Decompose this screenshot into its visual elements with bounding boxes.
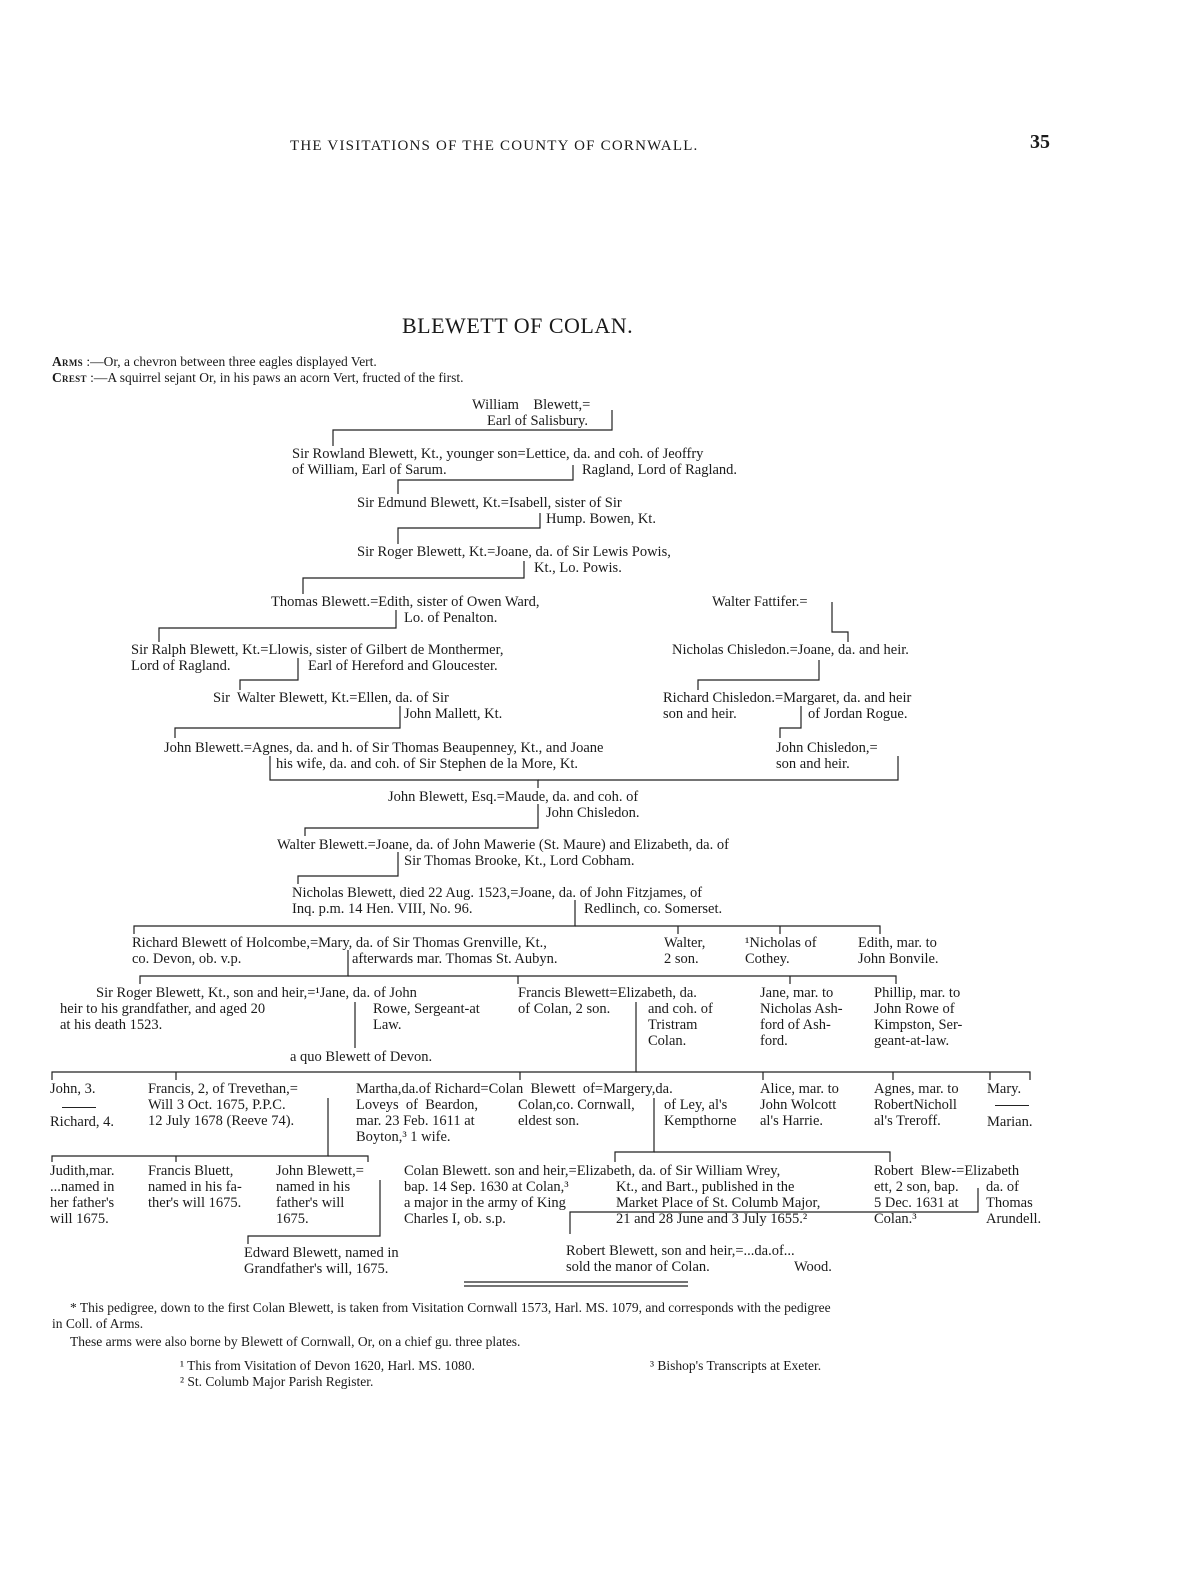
entry-john-3: John, 3. bbox=[50, 1081, 96, 1097]
entry-robert-blewett-2: ett, 2 son, bap. bbox=[874, 1179, 959, 1195]
entry-colan-3: eldest son. bbox=[518, 1113, 580, 1129]
entry-margaret-2: of Jordan Rogue. bbox=[808, 706, 908, 722]
entry-john-blewett: John Blewett,= bbox=[276, 1163, 364, 1179]
entry-john-esq: John Blewett, Esq.=Maude, da. and coh. of bbox=[388, 789, 639, 805]
crest-label: Crest bbox=[52, 370, 87, 385]
entry-joane-fitzjames-2: Redlinch, co. Somerset. bbox=[584, 901, 723, 917]
entry-marian: Marian. bbox=[987, 1114, 1033, 1130]
entry-agnes-3: al's Treroff. bbox=[874, 1113, 941, 1129]
footnote-arms: These arms were also borne by Blewett of Cornwall, Or, on a chief gu. three plates. bbox=[70, 1334, 521, 1349]
entry-elizabeth-colan-2: and coh. of bbox=[648, 1001, 713, 1017]
entry-francis-bluett-3: ther's will 1675. bbox=[148, 1195, 242, 1211]
entry-colan-blewett-2: bap. 14 Sep. 1630 at Colan,³ bbox=[404, 1179, 569, 1195]
entry-walter-fattifer: Walter Fattifer.= bbox=[712, 594, 808, 610]
entry-elizabeth-arundell-4: Arundell. bbox=[986, 1211, 1042, 1227]
crest-line bbox=[52, 370, 464, 386]
entry-alice: Alice, mar. to bbox=[760, 1081, 839, 1097]
entry-phillip-rowe: Phillip, mar. to bbox=[874, 985, 961, 1001]
page-title: BLEWETT OF COLAN. bbox=[402, 313, 634, 338]
entry-mary: Mary. bbox=[987, 1081, 1022, 1097]
entry-phillip-rowe-3: Kimpston, Ser- bbox=[874, 1017, 963, 1033]
descent-line bbox=[780, 706, 801, 738]
entry-robert-son: Robert Blewett, son and heir,=...da.of... bbox=[566, 1243, 795, 1259]
entry-elizabeth-wrey-4: 21 and 28 June and 3 July 1655.² bbox=[616, 1211, 808, 1227]
entry-nicholas-blewett-2: Inq. p.m. 14 Hen. VIII, No. 96. bbox=[292, 901, 473, 917]
entry-francis-bluett-2: named in his fa- bbox=[148, 1179, 242, 1195]
entry-colan-blewett-3: a major in the army of King bbox=[404, 1195, 566, 1211]
running-title: THE VISITATIONS OF THE COUNTY OF CORNWALL. bbox=[290, 138, 699, 154]
entry-walter-2son-2: 2 son. bbox=[664, 951, 699, 967]
entry-phillip-rowe-4: geant-at-law. bbox=[874, 1033, 950, 1049]
entry-margery-3: Kempthorne bbox=[664, 1113, 737, 1129]
entry-judith-4: will 1675. bbox=[50, 1211, 109, 1227]
entry-elizabeth-colan-3: Tristram bbox=[648, 1017, 698, 1033]
entry-francis-colan: Francis Blewett=Elizabeth, da. bbox=[518, 985, 697, 1001]
descent-line bbox=[698, 660, 819, 690]
entry-francis-trevethan: Francis, 2, of Trevethan,= bbox=[148, 1081, 298, 1097]
entry-nicholas-cothey: ¹Nicholas of bbox=[745, 935, 817, 951]
descent-line bbox=[328, 1156, 368, 1162]
entry-llowis-2: Earl of Hereford and Gloucester. bbox=[308, 658, 498, 674]
entry-colan-blewett-4: Charles I, ob. s.p. bbox=[404, 1211, 506, 1227]
entry-john-chisledon-2: son and heir. bbox=[776, 756, 850, 772]
entry-richard-4: Richard, 4. bbox=[50, 1114, 115, 1130]
entry-john-blewett-2: named in his bbox=[276, 1179, 351, 1195]
entry-edith-bonvile: Edith, mar. to bbox=[858, 935, 937, 951]
footnote-star: * This pedigree, down to the first Colan Blewett, is taken from Visitation Cornwall 1573, Harl. MS. 1079, and corresponds with the pedigree bbox=[70, 1300, 831, 1315]
entry-martha: Martha,da.of Richard=Colan Blewett of=Margery,da. bbox=[356, 1081, 673, 1097]
entry-judith-3: her father's bbox=[50, 1195, 115, 1211]
entry-ralph-2: Lord of Ragland. bbox=[131, 658, 231, 674]
entry-edward-blewett: Edward Blewett, named in bbox=[244, 1245, 399, 1261]
descent-line bbox=[303, 561, 524, 594]
entry-francis-trevethan-2: Will 3 Oct. 1675, P.P.C. bbox=[148, 1097, 286, 1113]
entry-rowland: Sir Rowland Blewett, Kt., younger son=Lettice, da. and coh. of Jeoffry bbox=[292, 446, 704, 462]
arms-text: :—Or, a chevron between three eagles displayed Vert. bbox=[82, 354, 377, 369]
entry-a-quo: a quo Blewett of Devon. bbox=[290, 1049, 433, 1065]
entry-jane-rowe-2: Rowe, Sergeant-at bbox=[373, 1001, 480, 1017]
entry-judith: Judith,mar. bbox=[50, 1163, 115, 1179]
footnote-star-2: in Coll. of Arms. bbox=[52, 1316, 144, 1331]
entry-joane-mawerie-2: Sir Thomas Brooke, Kt., Lord Cobham. bbox=[404, 853, 635, 869]
arms-line bbox=[52, 354, 377, 370]
entry-richard-chisledon: Richard Chisledon.=Margaret, da. and heir bbox=[663, 690, 912, 706]
footnote-2: ² St. Columb Major Parish Register. bbox=[180, 1374, 374, 1389]
entry-francis-bluett: Francis Bluett, bbox=[148, 1163, 234, 1179]
entry-jane-ashford: Jane, mar. to bbox=[760, 985, 834, 1001]
entry-colan-blewett: Colan Blewett. son and heir,=Elizabeth, da. of Sir William Wrey, bbox=[404, 1163, 781, 1179]
descent-line bbox=[175, 706, 400, 738]
descent-line bbox=[636, 1072, 1030, 1080]
entry-jane-ashford-3: ford of Ash- bbox=[760, 1017, 831, 1033]
entry-john-blewett-3: father's will bbox=[276, 1195, 345, 1211]
descent-line bbox=[654, 1152, 890, 1162]
entry-john: John Blewett.=Agnes, da. and h. of Sir Thomas Beaupenney, Kt., and Joane bbox=[164, 740, 604, 756]
entry-nicholas-cothey-2: Cothey. bbox=[745, 951, 790, 967]
entry-agnes-2: his wife, da. and coh. of Sir Stephen de la More, Kt. bbox=[276, 756, 579, 772]
entry-elizabeth-arundell-2: da. of bbox=[986, 1179, 1020, 1195]
entry-thomas: Thomas Blewett.=Edith, sister of Owen Ward, bbox=[271, 594, 540, 610]
entry-alice-2: John Wolcott bbox=[760, 1097, 837, 1113]
entry-martha-3: mar. 23 Feb. 1611 at bbox=[356, 1113, 475, 1129]
entry-richard-holcombe: Richard Blewett of Holcombe,=Mary, da. of Sir Thomas Grenville, Kt., bbox=[132, 935, 547, 951]
entry-martha-2: Loveys of Beardon, bbox=[356, 1097, 479, 1113]
descent-line bbox=[298, 852, 398, 884]
divider bbox=[62, 1107, 96, 1108]
entry-robert-son-2: sold the manor of Colan. bbox=[566, 1259, 710, 1275]
entry-walter-blewett: Walter Blewett.=Joane, da. of John Mawerie (St. Maure) and Elizabeth, da. of bbox=[277, 837, 729, 853]
entry-francis-colan-2: of Colan, 2 son. bbox=[518, 1001, 611, 1017]
entry-ellen-2: John Mallett, Kt. bbox=[404, 706, 503, 722]
descent-line bbox=[159, 610, 396, 642]
entry-roger-blewett-2: heir to his grandfather, and aged 20 bbox=[60, 1001, 266, 1017]
entry-john-blewett-4: 1675. bbox=[276, 1211, 309, 1227]
page-number: 35 bbox=[1030, 131, 1050, 153]
entry-edith-bonvile-2: John Bonvile. bbox=[858, 951, 939, 967]
divider bbox=[995, 1105, 1029, 1106]
entry-robert-blewett-3: 5 Dec. 1631 at bbox=[874, 1195, 959, 1211]
entry-walter: Sir Walter Blewett, Kt.=Ellen, da. of Sir bbox=[213, 690, 449, 706]
entry-robert-blewett-4: Colan.³ bbox=[874, 1211, 917, 1227]
descent-line bbox=[575, 926, 880, 934]
entry-elizabeth-colan-4: Colan. bbox=[648, 1033, 687, 1049]
arms-label: Arms bbox=[52, 354, 83, 369]
entry-nicholas-chisledon: Nicholas Chisledon.=Joane, da. and heir. bbox=[672, 642, 909, 658]
entry-martha-4: Boyton,³ 1 wife. bbox=[356, 1129, 451, 1145]
entry-lettice-2: Ragland, Lord of Ragland. bbox=[582, 462, 738, 478]
entry-elizabeth-wrey-3: Market Place of St. Columb Major, bbox=[616, 1195, 821, 1211]
entry-ralph: Sir Ralph Blewett, Kt.=Llowis, sister of Gilbert de Monthermer, bbox=[131, 642, 504, 658]
entry-roger-blewett-3: at his death 1523. bbox=[60, 1017, 163, 1033]
entry-jane-rowe-3: Law. bbox=[373, 1017, 402, 1033]
entry-nicholas-blewett: Nicholas Blewett, died 22 Aug. 1523,=Joane, da. of John Fitzjames, of bbox=[292, 885, 703, 901]
descent-line bbox=[832, 602, 848, 642]
entry-colan-2: Colan,co. Cornwall, bbox=[518, 1097, 635, 1113]
entry-joane-2: Kt., Lo. Powis. bbox=[534, 560, 622, 576]
entry-edith-2: Lo. of Penalton. bbox=[404, 610, 498, 626]
entry-alice-3: al's Harrie. bbox=[760, 1113, 823, 1129]
descent-line bbox=[398, 513, 540, 544]
entry-richard-chisledon-2: son and heir. bbox=[663, 706, 737, 722]
entry-agnes-2: RobertNicholl bbox=[874, 1097, 957, 1113]
entry-elizabeth-wrey-2: Kt., and Bart., published in the bbox=[616, 1179, 795, 1195]
entry-edmund: Sir Edmund Blewett, Kt.=Isabell, sister of Sir bbox=[357, 495, 622, 511]
descent-line bbox=[348, 976, 896, 984]
entry-phillip-rowe-2: John Rowe of bbox=[874, 1001, 955, 1017]
entry-william: William Blewett,= bbox=[472, 397, 591, 413]
footnote-3: ³ Bishop's Transcripts at Exeter. bbox=[650, 1358, 822, 1373]
entry-walter-2son: Walter, bbox=[664, 935, 706, 951]
entry-rowland-2: of William, Earl of Sarum. bbox=[292, 462, 447, 478]
entry-wood: Wood. bbox=[794, 1259, 832, 1275]
entry-elizabeth-arundell-3: Thomas bbox=[986, 1195, 1033, 1211]
entry-francis-trevethan-3: 12 July 1678 (Reeve 74). bbox=[148, 1113, 295, 1129]
footnote-1: ¹ This from Visitation of Devon 1620, Harl. MS. 1080. bbox=[180, 1358, 475, 1373]
entry-roger-blewett: Sir Roger Blewett, Kt., son and heir,=¹Jane, da. of John bbox=[96, 985, 417, 1001]
crest-text: :—A squirrel sejant Or, in his paws an acorn Vert, fructed of the first. bbox=[86, 370, 464, 385]
entry-robert-blewett: Robert Blew-=Elizabeth bbox=[874, 1163, 1020, 1179]
entry-isabell-2: Hump. Bowen, Kt. bbox=[546, 511, 656, 527]
entry-richard-holcombe-2: co. Devon, ob. v.p. bbox=[132, 951, 242, 967]
entry-agnes: Agnes, mar. to bbox=[874, 1081, 959, 1097]
entry-william-title: Earl of Salisbury. bbox=[487, 413, 588, 429]
entry-mary-grenville-2: afterwards mar. Thomas St. Aubyn. bbox=[352, 951, 558, 967]
entry-judith-2: ...named in bbox=[50, 1179, 115, 1195]
descent-line bbox=[240, 658, 298, 690]
entry-john-chisledon: John Chisledon,= bbox=[776, 740, 878, 756]
entry-maude-2: John Chisledon. bbox=[546, 805, 640, 821]
descent-line bbox=[305, 804, 538, 836]
entry-margery-2: of Ley, al's bbox=[664, 1097, 728, 1113]
entry-edward-blewett-2: Grandfather's will, 1675. bbox=[244, 1261, 389, 1277]
entry-jane-ashford-2: Nicholas Ash- bbox=[760, 1001, 843, 1017]
entry-roger: Sir Roger Blewett, Kt.=Joane, da. of Sir Lewis Powis, bbox=[357, 544, 671, 560]
entry-jane-ashford-4: ford. bbox=[760, 1033, 788, 1049]
